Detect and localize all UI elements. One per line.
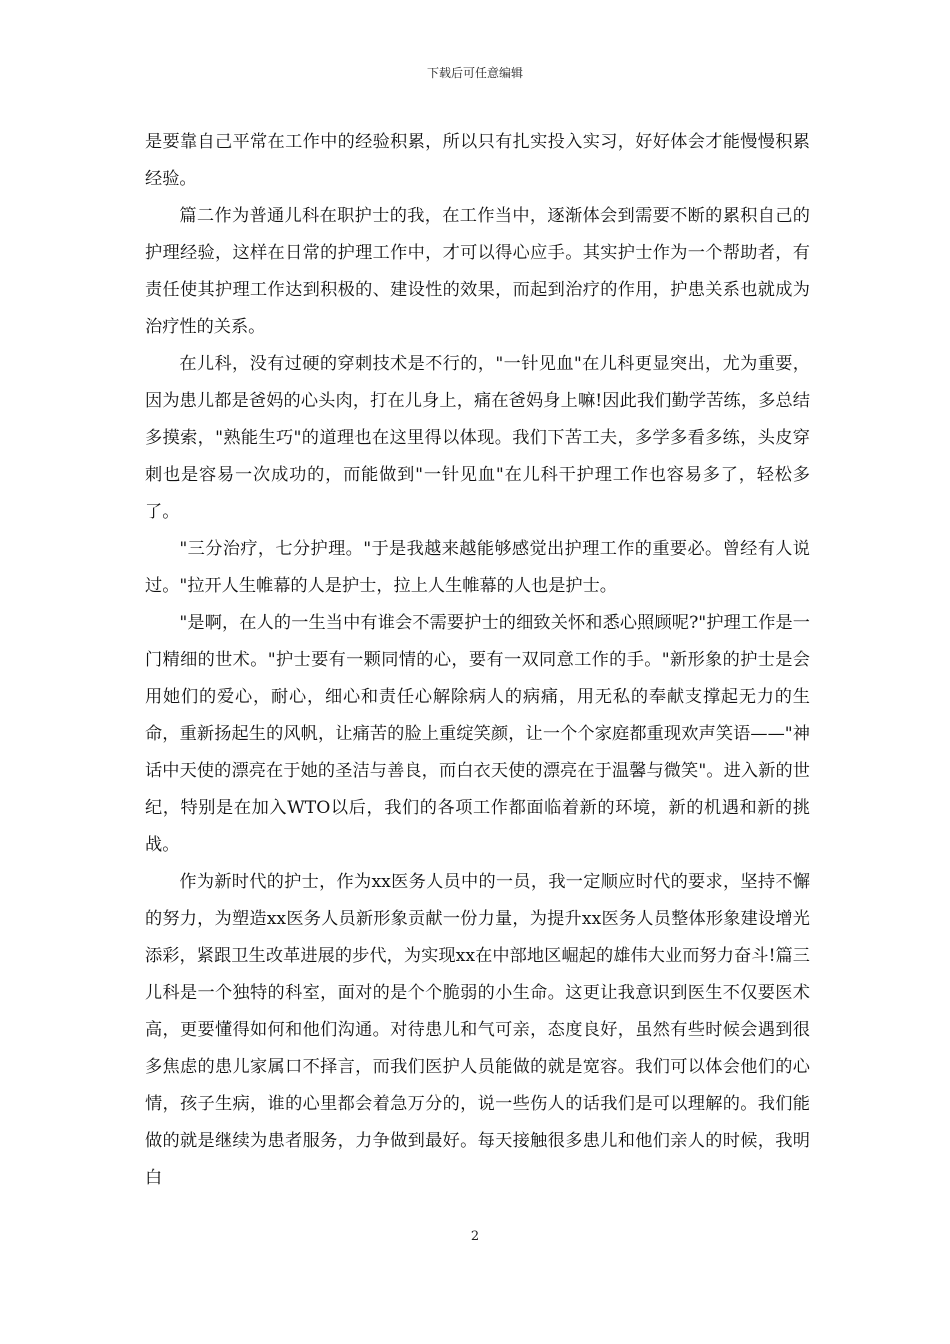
paragraph: 作为新时代的护士，作为xx医务人员中的一员，我一定顺应时代的要求，坚持不懈的努力，为塑造xx医务人员新形象贡献一份力量，为提升xx医务人员整体形象建设增光添彩，紧跟卫生改革进展的步代，为实现xx在中部地区崛起的雄伟大业而努力奋斗!篇三儿科是一个独特的科室，面对的是个个脆弱的小生命。这更让我意识到医生不仅要医术高，更要懂得如何和他们沟通。对待患儿和气可亲，态度良好，虽然有些时候会遇到很多焦虑的患儿家属口不择言，而我们医护人员能做的就是宽容。我们可以体会他们的心情，孩子生病，谁的心里都会着急万分的，说一些伤人的话我们是可以理解的。我们能做的就是继续为患者服务，力争做到最好。每天接触很多患儿和他们亲人的时候，我明白 — [145, 872, 810, 1188]
page-number: 2 — [470, 1229, 480, 1244]
paragraph: 在儿科，没有过硬的穿刺技术是不行的，"一针见血"在儿科更显突出，尤为重要，因为患儿都是爸妈的心头肉，打在儿身上，痛在爸妈身上嘛!因此我们勤学苦练，多总结多摸索，"熟能生巧"的道理也在这里得以体现。我们下苦工夫，多学多看多练，头皮穿刺也是容易一次成功的，而能做到"一针见血"在儿科干护理工作也容易多了，轻松多了。 — [145, 354, 810, 522]
paragraph-continued: 是要靠自己平常在工作中的经验积累，所以只有扎实投入实习，好好体会才能慢慢积累经验。 — [145, 132, 810, 189]
paragraph: "三分治疗，七分护理。"于是我越来越能够感觉出护理工作的重要必。曾经有人说过。"拉开人生帷幕的人是护士，拉上人生帷幕的人也是护士。 — [145, 539, 810, 596]
paragraph: 篇二作为普通儿科在职护士的我，在工作当中，逐渐体会到需要不断的累积自己的护理经验，这样在日常的护理工作中，才可以得心应手。其实护士作为一个帮助者，有责任使其护理工作达到积极的、建设性的效果，而起到治疗的作用，护患关系也就成为治疗性的关系。 — [145, 206, 810, 337]
document-body — [145, 124, 810, 1197]
page-header: 下载后可任意编辑 — [426, 66, 523, 80]
paragraph: "是啊，在人的一生当中有谁会不需要护士的细致关怀和悉心照顾呢?"护理工作是一门精细的世术。"护士要有一颗同情的心，要有一双同意工作的手。"新形象的护士是会用她们的爱心，耐心，细心和责任心解除病人的病痛，用无私的奉献支撑起无力的生命，重新扬起生的风帆，让痛苦的脸上重绽笑颜，让一个个家庭都重现欢声笑语——"神话中天使的漂亮在于她的圣洁与善良，而白衣天使的漂亮在于温馨与微笑"。进入新的世纪，特别是在加入WTO以后，我们的各项工作都面临着新的环境，新的机遇和新的挑战。 — [145, 613, 810, 855]
